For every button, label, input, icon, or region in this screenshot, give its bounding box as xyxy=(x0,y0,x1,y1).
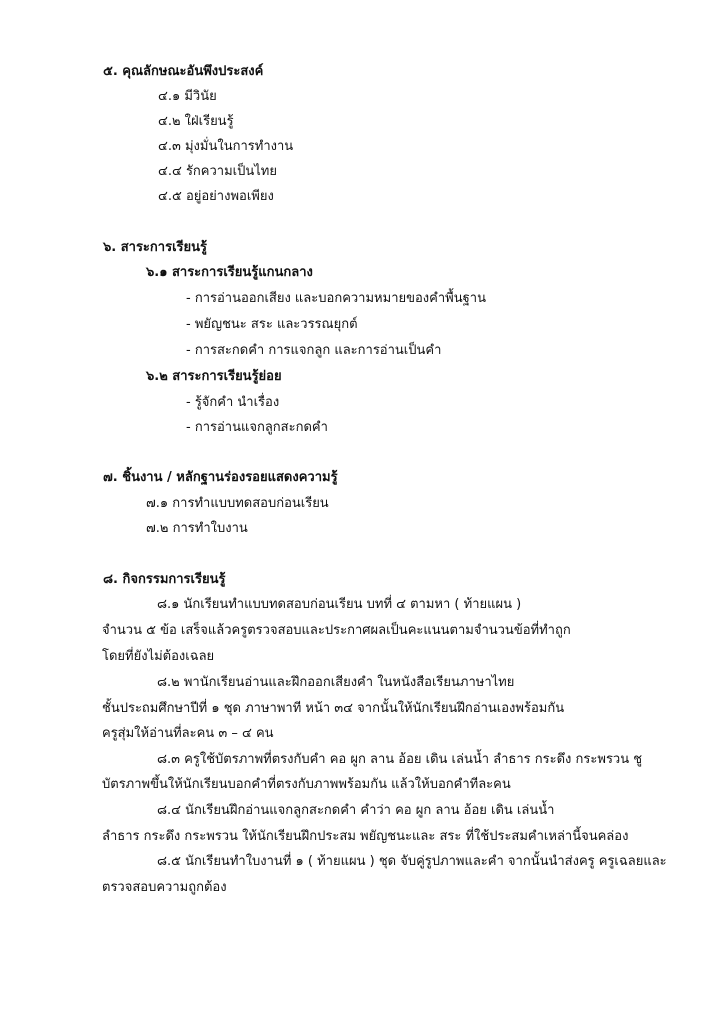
s6-local-item-2: - การอ่านแจกลูกสะกดคำ xyxy=(186,420,328,435)
s8-line-3: โดยที่ยังไม่ต้องเฉลย xyxy=(102,649,215,664)
s8-line-1: ๘.๑ นักเรียนทำแบบทดสอบก่อนเรียน บทที่ ๔ ตามหา ( ท้ายแผน ) xyxy=(157,597,522,612)
s7-item-1: ๗.๑ การทำแบบทดสอบก่อนเรียน xyxy=(146,496,329,511)
s6-core-item-1: - การอ่านออกเสียง และบอกความหมายของคำพื้นฐาน xyxy=(186,291,486,306)
s8-line-2: จำนวน ๕ ข้อ เสร็จแล้วครูตรวจสอบและประกาศผลเป็นคะแนนตามจำนวนข้อที่ทำถูก xyxy=(102,623,571,638)
s8-line-9: ๘.๔ นักเรียนฝึกอ่านแจกลูกสะกดคำ คำว่า คอ ผูก ลาน อ้อย เดิน เล่นน้ำ xyxy=(157,803,555,818)
s5-item-2: ๔.๒ ใฝ่เรียนรู้ xyxy=(158,114,234,129)
s8-line-12: ตรวจสอบความถูกต้อง xyxy=(102,880,227,895)
section-8-heading: ๘. กิจกรรมการเรียนรู้ xyxy=(103,572,226,587)
s8-line-4: ๘.๒ พานักเรียนอ่านและฝึกออกเสียงคำ ในหนังสือเรียนภาษาไทย xyxy=(157,675,515,690)
s8-line-7: ๘.๓ ครูใช้บัตรภาพที่ตรงกับคำ คอ ผูก ลาน อ้อย เดิน เล่นน้ำ ลำธาร กระดึง กระพรวน ชู xyxy=(157,752,643,767)
s8-line-8: บัตรภาพขึ้นให้นักเรียนบอกคำที่ตรงกับภาพพร้อมกัน แล้วให้บอกคำทีละคน xyxy=(102,777,511,792)
s6-core-item-3: - การสะกดคำ การแจกลูก และการอ่านเป็นคำ xyxy=(186,343,442,358)
s6-local-heading: ๖.๒ สาระการเรียนรู้ย่อย xyxy=(146,369,282,384)
s8-line-10: ลำธาร กระดึง กระพรวน ให้นักเรียนฝึกประสม พยัญชนะและ สระ ที่ใช้ประสมคำเหล่านี้จนคล่อง xyxy=(102,829,629,844)
section-6-heading: ๖. สาระการเรียนรู้ xyxy=(103,240,207,255)
s5-item-5: ๔.๕ อยู่อย่างพอเพียง xyxy=(158,189,274,204)
s6-local-item-1: - รู้จักคำ นำเรื่อง xyxy=(186,395,280,410)
section-5-heading: ๕. คุณลักษณะอันพึงประสงค์ xyxy=(103,64,264,79)
s8-line-5: ชั้นประถมศึกษาปีที่ ๑ ชุด ภาษาพาที หน้า ๓๔ จากนั้นให้นักเรียนฝึกอ่านเองพร้อมกัน xyxy=(102,701,565,716)
s5-item-1: ๔.๑ มีวินัย xyxy=(158,89,217,104)
s8-line-6: ครูสุ่มให้อ่านที่ละคน ๓ – ๔ คน xyxy=(102,726,274,741)
s5-item-4: ๔.๔ รักความเป็นไทย xyxy=(158,164,277,179)
s6-core-item-2: - พยัญชนะ สระ และวรรณยุกต์ xyxy=(186,317,358,332)
s8-line-11: ๘.๕ นักเรียนทำใบงานที่ ๑ ( ท้ายแผน ) ชุด จับคู่รูปภาพและคำ จากนั้นนำส่งครู ครูเฉลยและ xyxy=(157,854,667,869)
s5-item-3: ๔.๓ มุ่งมั่นในการทำงาน xyxy=(158,139,294,154)
s7-item-2: ๗.๒ การทำใบงาน xyxy=(146,521,248,536)
s6-core-heading: ๖.๑ สาระการเรียนรู้แกนกลาง xyxy=(146,265,313,280)
section-7-heading: ๗. ชิ้นงาน / หลักฐานร่องรอยแสดงความรู้ xyxy=(103,470,338,485)
